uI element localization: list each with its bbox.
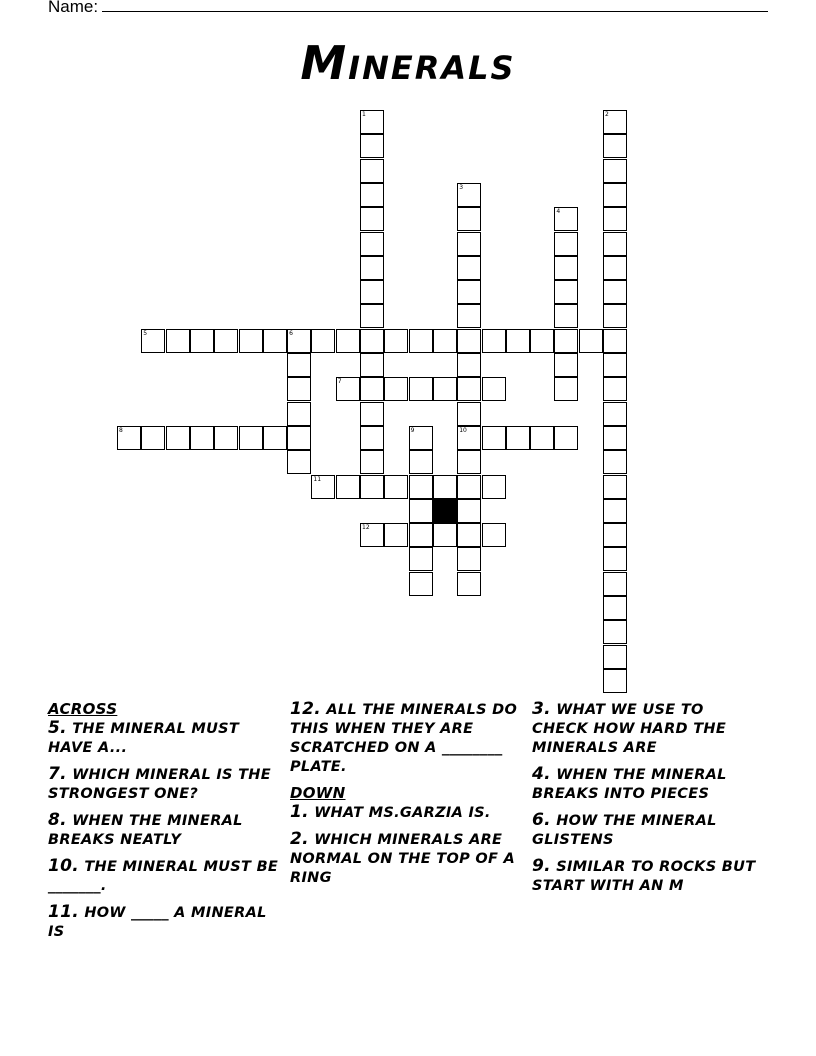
grid-cell[interactable] (166, 329, 190, 353)
grid-cell[interactable] (166, 426, 190, 450)
grid-cell[interactable] (263, 329, 287, 353)
clue-number: 7 (337, 378, 342, 386)
grid-cell[interactable] (554, 426, 578, 450)
grid-cell[interactable] (603, 110, 627, 134)
grid-cell[interactable] (360, 329, 384, 353)
grid-cell[interactable] (603, 353, 627, 377)
grid-cell[interactable] (336, 329, 360, 353)
grid-cell[interactable] (603, 280, 627, 304)
clues-column-1 (48, 700, 280, 949)
grid-cell[interactable] (433, 523, 457, 547)
grid-cell[interactable] (506, 426, 530, 450)
grid-cell[interactable] (482, 329, 506, 353)
grid-cell[interactable] (579, 329, 603, 353)
grid-cell[interactable] (360, 256, 384, 280)
grid-cell[interactable] (117, 426, 141, 450)
clue-item-text: HOW THE MINERAL GLISTENS (532, 813, 717, 848)
grid-cell[interactable] (360, 523, 384, 547)
grid-cell[interactable] (603, 426, 627, 450)
clue-number: 4 (556, 208, 561, 216)
name-label: Name: (48, 0, 99, 16)
grid-cell[interactable] (603, 377, 627, 401)
grid-cell[interactable] (360, 450, 384, 474)
across-heading: ACROSS (48, 700, 118, 718)
grid-cell[interactable] (433, 475, 457, 499)
grid-cell[interactable] (457, 450, 481, 474)
clue-item (48, 765, 280, 804)
clue-item-text: THE MINERAL MUST HAVE A... (48, 721, 240, 756)
grid-cell[interactable] (239, 329, 263, 353)
grid-cell[interactable] (457, 547, 481, 571)
grid-cell[interactable] (409, 572, 433, 596)
grid-cell[interactable] (554, 207, 578, 231)
grid-cell[interactable] (603, 596, 627, 620)
grid-cell[interactable] (482, 523, 506, 547)
grid-cell[interactable] (603, 304, 627, 328)
grid-cell[interactable] (554, 353, 578, 377)
grid-cell[interactable] (360, 280, 384, 304)
grid-cell[interactable] (554, 280, 578, 304)
grid-cell[interactable] (457, 207, 481, 231)
grid-cell[interactable] (384, 523, 408, 547)
clue-item (532, 700, 764, 758)
grid-cell[interactable] (457, 572, 481, 596)
grid-cell[interactable] (554, 232, 578, 256)
clue-item-number: 8. (48, 810, 67, 830)
grid-cell[interactable] (603, 183, 627, 207)
clue-item-number: 9. (532, 856, 551, 876)
grid-cell[interactable] (409, 547, 433, 571)
grid-cell[interactable] (457, 304, 481, 328)
clue-item (532, 811, 764, 850)
clue-number: 2 (605, 111, 609, 118)
down-clue-list (290, 803, 522, 888)
clue-item-number: 1. (290, 802, 309, 822)
clue-item (48, 857, 280, 896)
clue-item-number: 7. (48, 764, 67, 784)
grid-cell[interactable] (360, 134, 384, 158)
grid-cell[interactable] (457, 329, 481, 353)
grid-cell[interactable] (482, 475, 506, 499)
grid-cell[interactable] (506, 329, 530, 353)
clue-item-text: WHAT MS.GARZIA IS. (308, 805, 491, 821)
clue-item (290, 830, 522, 888)
grid-cell[interactable] (457, 353, 481, 377)
clue-number: 11 (313, 475, 322, 483)
clue-item-text: WHAT WE USE TO CHECK HOW HARD THE MINERALS ARE (532, 702, 727, 756)
grid-cell[interactable] (287, 353, 311, 377)
clue-item (48, 811, 280, 850)
grid-cell[interactable] (287, 402, 311, 426)
clue-item (532, 765, 764, 804)
grid-cell[interactable] (603, 232, 627, 256)
clue-item-text: WHEN THE MINERAL BREAKS NEATLY (48, 813, 243, 848)
grid-cell[interactable] (530, 329, 554, 353)
grid-cell[interactable] (433, 329, 457, 353)
grid-cell[interactable] (554, 304, 578, 328)
grid-cell[interactable] (603, 329, 627, 353)
grid-cell[interactable] (457, 280, 481, 304)
grid-cell[interactable] (360, 353, 384, 377)
grid-cell[interactable] (603, 256, 627, 280)
grid-cell[interactable] (360, 426, 384, 450)
clue-number: 9 (410, 426, 415, 434)
grid-cell[interactable] (433, 377, 457, 401)
grid-cell[interactable] (603, 134, 627, 158)
grid-cell[interactable] (384, 377, 408, 401)
grid-cell[interactable] (409, 523, 433, 547)
clue-item-text: THE MINERAL MUST BE _______. (48, 859, 279, 894)
clue-item-text: SIMILAR TO ROCKS BUT START WITH AN M (532, 859, 756, 894)
grid-cell[interactable] (457, 402, 481, 426)
grid-cell[interactable] (360, 159, 384, 183)
clue-item-text: HOW _____ A MINERAL IS (48, 905, 267, 940)
clue-number: 1 (362, 111, 366, 118)
grid-cell[interactable] (603, 669, 627, 693)
grid-cell[interactable] (141, 329, 165, 353)
grid-cell[interactable] (482, 377, 506, 401)
grid-cell[interactable] (214, 426, 238, 450)
grid-cell[interactable] (457, 523, 481, 547)
clue-item (290, 700, 522, 777)
grid-cell[interactable] (603, 499, 627, 523)
grid-cell[interactable] (360, 304, 384, 328)
grid-cell[interactable] (603, 402, 627, 426)
black-cell (433, 499, 457, 523)
grid-cell[interactable] (360, 232, 384, 256)
grid-cell[interactable] (409, 475, 433, 499)
grid-cell[interactable] (603, 159, 627, 183)
clue-item (48, 719, 280, 758)
grid-cell[interactable] (603, 475, 627, 499)
grid-cell[interactable] (263, 426, 287, 450)
clue-number: 5 (143, 329, 148, 337)
clue-item-number: 6. (532, 810, 551, 830)
grid-cell[interactable] (603, 207, 627, 231)
grid-cell[interactable] (554, 329, 578, 353)
grid-cell[interactable] (360, 377, 384, 401)
clue-number: 8 (119, 426, 123, 434)
grid-cell[interactable] (603, 645, 627, 669)
grid-cell[interactable] (360, 110, 384, 134)
clue-item-text: WHEN THE MINERAL BREAKS INTO PIECES (532, 767, 727, 802)
grid-cell[interactable] (360, 402, 384, 426)
clue-item-number: 11. (48, 902, 80, 922)
clue-item-number: 4. (532, 764, 551, 784)
grid-cell[interactable] (457, 183, 481, 207)
grid-cell[interactable] (287, 377, 311, 401)
clue-item-text: ALL THE MINERALS DO THIS WHEN THEY ARE SCRATCHED ON A ________ PLATE. (290, 702, 518, 775)
grid-cell[interactable] (239, 426, 263, 450)
grid-cell[interactable] (409, 426, 433, 450)
grid-cell[interactable] (336, 475, 360, 499)
grid-cell[interactable] (603, 523, 627, 547)
grid-cell[interactable] (603, 572, 627, 596)
grid-cell[interactable] (214, 329, 238, 353)
page-title: Minerals (300, 36, 516, 90)
clue-number: 10 (459, 426, 467, 434)
clue-item (290, 803, 522, 823)
grid-cell[interactable] (482, 426, 506, 450)
grid-cell[interactable] (287, 450, 311, 474)
grid-cell[interactable] (409, 450, 433, 474)
clue-item (48, 903, 280, 942)
clue-item-number: 5. (48, 718, 67, 738)
grid-cell[interactable] (603, 450, 627, 474)
grid-cell[interactable] (190, 426, 214, 450)
grid-cell[interactable] (360, 207, 384, 231)
grid-cell[interactable] (554, 377, 578, 401)
grid-cell[interactable] (336, 377, 360, 401)
grid-cell[interactable] (457, 256, 481, 280)
grid-cell[interactable] (457, 377, 481, 401)
grid-cell[interactable] (530, 426, 554, 450)
clue-number: 6 (289, 329, 293, 337)
clue-number: 3 (459, 183, 464, 191)
grid-cell[interactable] (409, 377, 433, 401)
grid-cell[interactable] (457, 426, 481, 450)
grid-cell[interactable] (409, 329, 433, 353)
grid-cell[interactable] (409, 499, 433, 523)
clues-column-3 (532, 700, 764, 903)
grid-cell[interactable] (457, 475, 481, 499)
grid-cell[interactable] (384, 475, 408, 499)
clues-column-2 (290, 700, 522, 895)
grid-cell[interactable] (554, 256, 578, 280)
clue-item-number: 2. (290, 829, 309, 849)
grid-cell[interactable] (360, 183, 384, 207)
across-clue-list-continued (290, 700, 522, 777)
clue-item-text: WHICH MINERALS ARE NORMAL ON THE TOP OF A RING (290, 832, 516, 886)
grid-cell[interactable] (311, 475, 335, 499)
clue-number: 12 (362, 524, 370, 532)
grid-cell[interactable] (141, 426, 165, 450)
clue-item-number: 10. (48, 856, 80, 876)
down-clue-list-continued (532, 700, 764, 896)
grid-cell[interactable] (190, 329, 214, 353)
grid-cell[interactable] (603, 547, 627, 571)
clue-item-text: WHICH MINERAL IS THE STRONGEST ONE? (48, 767, 271, 802)
across-clue-list (48, 719, 280, 942)
grid-cell[interactable] (287, 426, 311, 450)
grid-cell[interactable] (311, 329, 335, 353)
grid-cell[interactable] (457, 232, 481, 256)
clue-item-number: 3. (532, 699, 551, 719)
grid-cell[interactable] (287, 329, 311, 353)
down-heading: DOWN (290, 784, 346, 802)
clue-item-number: 12. (290, 699, 322, 719)
grid-cell[interactable] (384, 329, 408, 353)
grid-cell[interactable] (457, 499, 481, 523)
clue-item (532, 857, 764, 896)
grid-cell[interactable] (603, 620, 627, 644)
grid-cell[interactable] (360, 475, 384, 499)
